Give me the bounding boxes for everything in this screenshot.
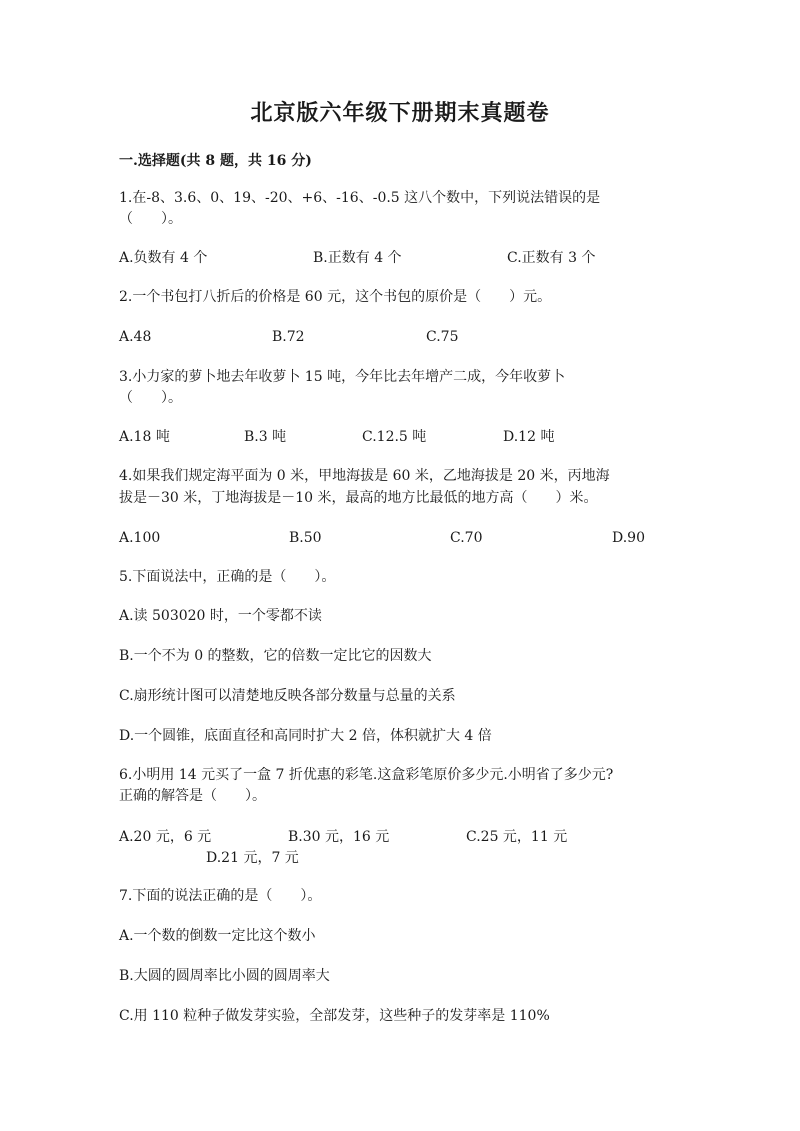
question-5-option-b: B.一个不为 0 的整数，它的倍数一定比它的因数大 (119, 648, 432, 664)
question-6-stem-line-2: 正确的解答是（ ）。 (119, 788, 266, 804)
question-6-stem-line-1: 6.小明用 14 元买了一盒 7 折优惠的彩笔.这盒彩笔原价多少元.小明省了多少元? (119, 767, 614, 783)
question-1-stem-line-1: 1.在-8、3.6、0、19、-20、+6、-16、-0.5 这八个数中，下列说法错误的是 (119, 190, 601, 206)
question-3-option-d: D.12 吨 (503, 429, 555, 445)
question-4-option-c: C.70 (450, 530, 483, 546)
question-3-option-a: A.18 吨 (119, 429, 170, 445)
question-1-option-a: A.负数有 4 个 (119, 250, 208, 266)
question-7-option-a: A.一个数的倒数一定比这个数小 (119, 928, 316, 944)
question-6-option-c: C.25 元，11 元 (466, 829, 568, 845)
question-6-option-b: B.30 元，16 元 (288, 829, 390, 845)
question-5-option-d: D.一个圆锥，底面直径和高同时扩大 2 倍，体积就扩大 4 倍 (119, 728, 492, 744)
question-1-option-c: C.正数有 3 个 (507, 250, 596, 266)
page-title: 北京版六年级下册期末真题卷 (250, 100, 550, 126)
question-1-option-b: B.正数有 4 个 (313, 250, 402, 266)
question-6-option-a: A.20 元，6 元 (119, 829, 212, 845)
question-2-option-a: A.48 (119, 329, 152, 345)
section-heading: 一.选择题(共 8 题，共 16 分) (119, 153, 312, 169)
question-2-option-b: B.72 (272, 329, 305, 345)
question-5-option-c: C.扇形统计图可以清楚地反映各部分数量与总量的关系 (119, 688, 456, 704)
question-4-stem-line-1: 4.如果我们规定海平面为 0 米，甲地海拔是 60 米，乙地海拔是 20 米，丙地海 (119, 468, 610, 484)
question-1-stem-line-2: （ ）。 (119, 211, 182, 227)
question-4-option-d: D.90 (612, 530, 645, 546)
question-6-option-d: D.21 元，7 元 (206, 850, 299, 866)
question-3-stem-line-1: 3.小力家的萝卜地去年收萝卜 15 吨，今年比去年增产二成，今年收萝卜 (119, 369, 566, 385)
question-3-option-b: B.3 吨 (244, 429, 287, 445)
question-7-option-b: B.大圆的圆周率比小圆的圆周率大 (119, 968, 330, 984)
question-2-stem-line-1: 2.一个书包打八折后的价格是 60 元，这个书包的原价是（ ）元。 (119, 289, 552, 305)
question-2-option-c: C.75 (426, 329, 459, 345)
question-5-option-a: A.读 503020 时，一个零都不读 (119, 608, 322, 624)
question-4-option-b: B.50 (289, 530, 322, 546)
question-3-stem-line-2: （ ）。 (119, 390, 182, 406)
question-4-option-a: A.100 (119, 530, 161, 546)
question-3-option-c: C.12.5 吨 (362, 429, 427, 445)
question-5-stem-line-1: 5.下面说法中，正确的是（ ）。 (119, 569, 336, 585)
question-4-stem-line-2: 拔是－30 米，丁地海拔是－10 米，最高的地方比最低的地方高（ ）米。 (119, 490, 598, 506)
question-7-option-c: C.用 110 粒种子做发芽实验，全部发芽，这些种子的发芽率是 110% (119, 1008, 550, 1024)
question-7-stem-line-1: 7.下面的说法正确的是（ ）。 (119, 888, 322, 904)
